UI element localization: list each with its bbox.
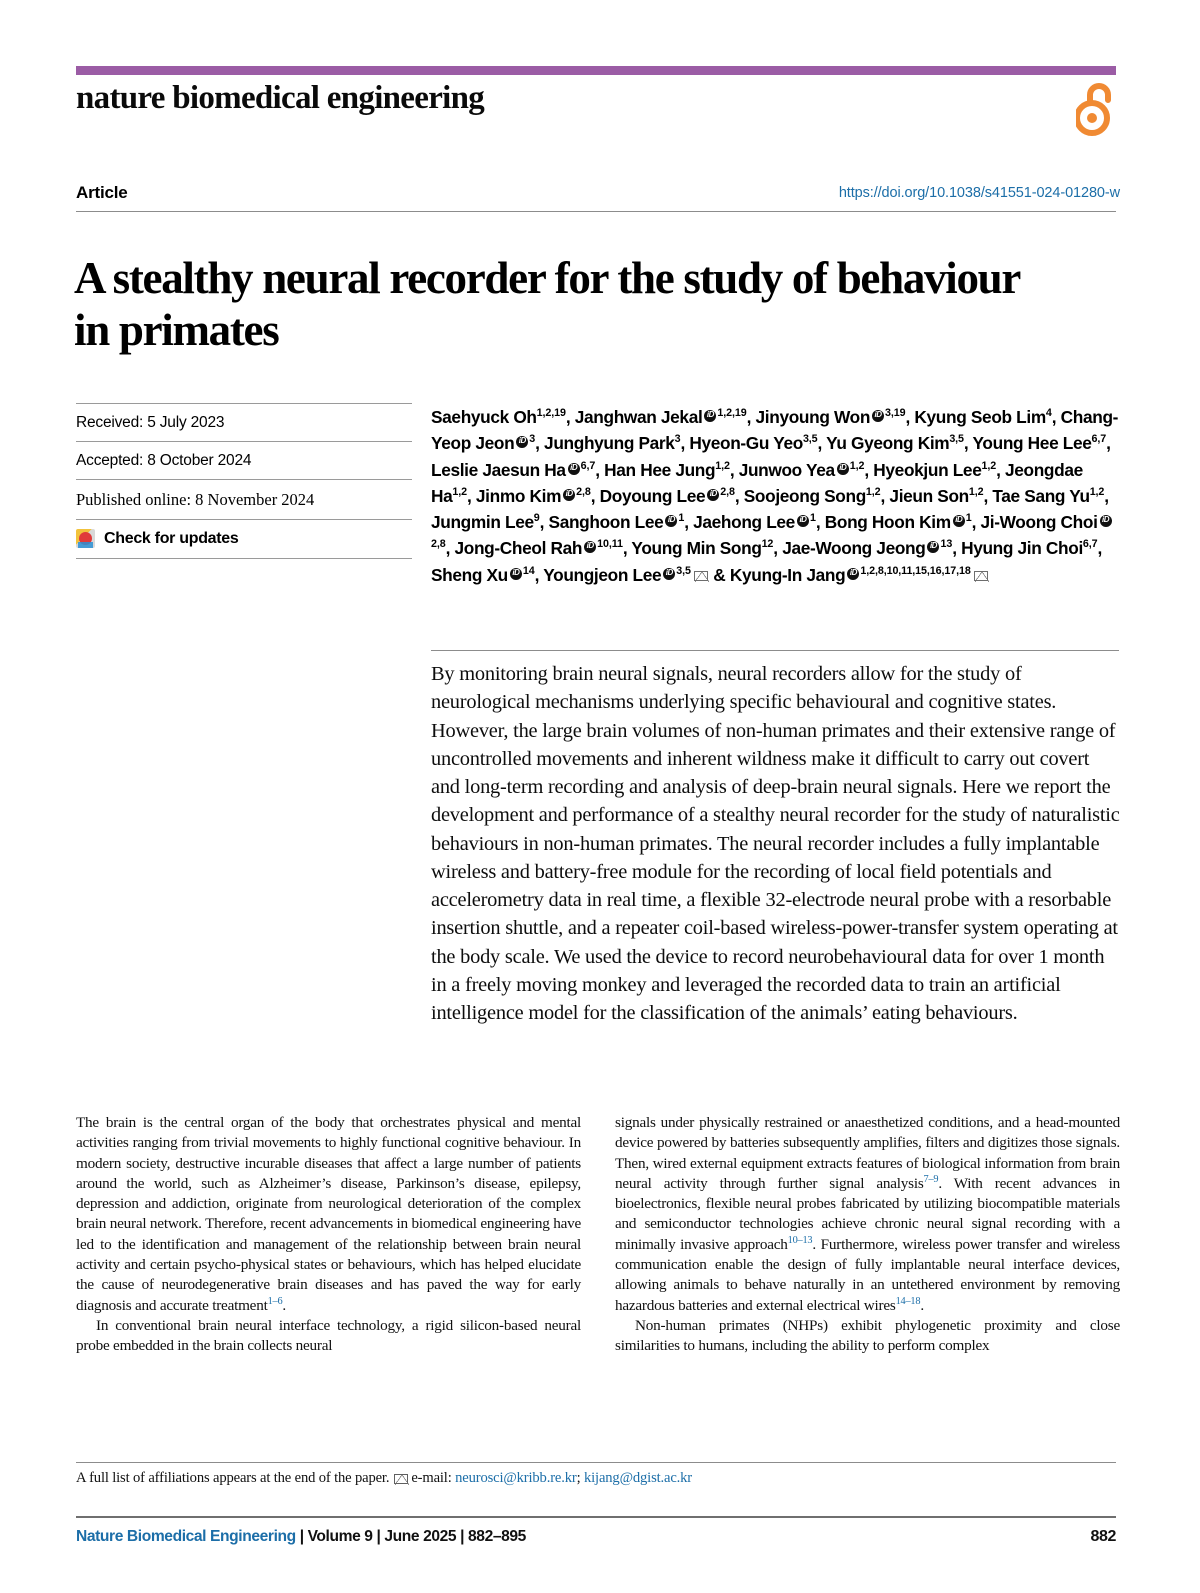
page-title: A stealthy neural recorder for the study of behaviour in primates bbox=[74, 253, 1020, 356]
email-separator: ; bbox=[576, 1470, 581, 1486]
masthead-purple-bar bbox=[76, 66, 1116, 75]
accepted-date: Accepted: 8 October 2024 bbox=[76, 441, 412, 479]
doi-link[interactable]: https://doi.org/10.1038/s41551-024-01280-w bbox=[838, 185, 1120, 201]
envelope-icon bbox=[394, 1474, 408, 1484]
affiliations-note bbox=[76, 1470, 692, 1487]
page-number: 882 bbox=[1090, 1528, 1116, 1545]
citation-details: | Volume 9 | June 2025 | 882–895 bbox=[295, 1528, 526, 1545]
open-access-lock-icon bbox=[1076, 82, 1120, 136]
abstract-text: By monitoring brain neural signals, neural recorders allow for the study of neurological mechanisms underlying specific behavioural and cognitive states. However, the large brain volumes of non-human primates and their extensive range of uncontrolled movements and inherent wildness make it difficult to carry out covert and long-term recording and analysis of deep-brain neural signals. Here we report the development and performance of a stealthy neural recorder for the study of naturalistic behaviours in non-human primates. The neural recorder includes a fully implantable wireless and battery-free module for the recording of local field potentials and accelerometry data in real time, a flexible 32-electrode neural probe with a resorbable insertion shuttle, and a repeater coil-based wireless-power-transfer system operating at the body scale. We used the device to record neurobehavioural data for over 1 month in a freely moving monkey and leveraged the recorded data to train an artificial intelligence model for the classification of the animals’ eating behaviours. bbox=[431, 663, 1120, 1024]
check-for-updates-label: Check for updates bbox=[104, 529, 239, 547]
citation-bar bbox=[76, 1528, 1116, 1546]
citation-journal: Nature Biomedical Engineering bbox=[76, 1528, 296, 1545]
header-divider bbox=[76, 211, 1116, 212]
email-label: e-mail: bbox=[411, 1470, 452, 1486]
article-type-label: Article bbox=[76, 183, 128, 202]
body-column-right: signals under physically restrained or anaesthetized conditions, and a head-mounted device powered by batteries subsequently amplifies, filters and digitizes those signals. Then, wired external equipment extracts features of biological information from brain neural activity through further signal analysis$^{7-9}$. With recent advances in bioelectronics, flexible neural probes fabricated by utilizing biocompatible materials and semiconductor technologies achieve chronic neural signal recording with a minimally invasive approach$^{10-13}$. Furthermore, wireless power transfer and wireless communication enable the design of fully implantable neural interface devices, allowing animals to behave naturally in an untethered environment by removing hazardous batteries and external electrical wires$^{14-18}$. Non-human primates (NHPs) exhibit phylogenetic proximity and close similarities to humans, including the ability to perform complex bbox=[615, 1114, 1120, 1355]
email-link-1[interactable]: neurosci@kribb.re.kr bbox=[455, 1470, 577, 1486]
check-for-updates[interactable] bbox=[76, 519, 412, 559]
author-list: Saehyuck Oh$^{1,2,19}$, Janghwan Jekal iD $^{1,2,19}$, Jinyoung Won iD $^{3,19}$, Kyung Seob Lim$^4$, Chang-Yeop Jeon iD $^3$, Junghyung Park$^3$, Hyeon-Gu Yeo$^{3,5}$, Yu Gyeong Kim$^{3,5}$, Young Hee Lee$^{6,7}$, Leslie Jaesun Ha iD $^{6,7}$, Han Hee Jung$^{1,2}$, Junwoo YeaiD $^{1,2}$, Hyeokjun Lee$^{1,2}$, Jeongdae Ha$^{1,2}$, Jinmo Kim iD $^{2,8}$, Doyoung Lee iD $^{2,8}$, Soojeong Song$^{1,2}$, Jieun Son$^{1,2}$, Tae Sang Yu$^{1,2}$, Jungmin Lee$^9$, Sanghoon LeeiD $^1$, Jaehong Lee iD $^1$, Bong Hoon Kim iD $^1$, Ji-Woong ChoiiD$^{2,8}$, Jong-Cheol RahiD $^{10,11}$, Young Min Song$^{12}$, Jae-Woong Jeong iD $^{13}$, Hyung Jin Choi$^{6,7}$, Sheng XuiD $^{14}$, Youngjeon Lee iD $^{3,5}$ & Kyung-In Jang iD $^{1,2,8,10,11,15,16,17,18}$ bbox=[431, 404, 1121, 588]
crossmark-icon bbox=[76, 529, 95, 548]
citation-divider bbox=[76, 1516, 1116, 1518]
body-text bbox=[76, 1113, 1120, 1356]
received-date: Received: 5 July 2023 bbox=[76, 403, 412, 441]
email-link-2[interactable]: kijang@dgist.ac.kr bbox=[584, 1470, 693, 1486]
journal-name: nature biomedical engineering bbox=[76, 80, 485, 116]
published-date: Published online: 8 November 2024 bbox=[76, 479, 412, 519]
body-column-left: The brain is the central organ of the body that orchestrates physical and mental activities ranging from trivial movements to highly functional cognitive behaviour. In modern society, destructive incurable diseases that affect a large number of patients around the world, such as Alzheimer’s disease, Parkinson’s disease, epilepsy, depression and addiction, originate from neurological deterioration of the complex brain neural network. Therefore, recent advancements in biomedical engineering have led to the identification and management of the relationship between brain neural activity and certain psycho-physical states or behaviours, which has helped elucidate the cause of neurodegenerative brain diseases and has paved the way for early diagnosis and accurate treatment$^{1-6}$. In conventional brain neural interface technology, a rigid silicon-based neural probe embedded in the brain collects neural bbox=[76, 1114, 581, 1355]
publication-metadata bbox=[76, 403, 412, 559]
affiliations-text: A full list of affiliations appears at the end of the paper. bbox=[76, 1470, 390, 1486]
footer-divider bbox=[76, 1462, 1116, 1463]
abstract-divider bbox=[431, 650, 1119, 651]
